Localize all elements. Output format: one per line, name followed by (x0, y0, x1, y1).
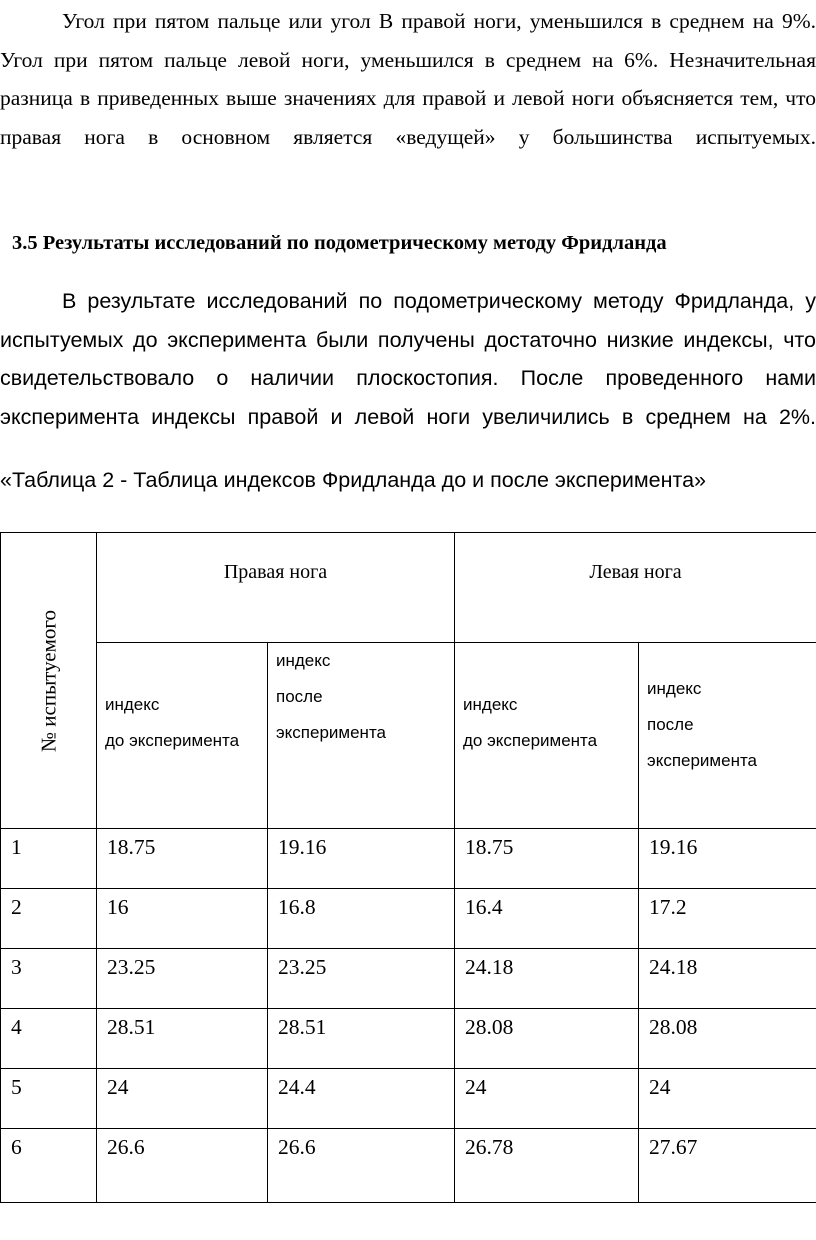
cell-subject-number: 2 (1, 889, 97, 949)
cell-left-before: 24.18 (455, 949, 639, 1009)
cell-subject-number: 6 (1, 1129, 97, 1203)
cell-right-before: 28.51 (97, 1009, 268, 1069)
table-caption: «Таблица 2 - Таблица индексов Фридланда до и после эксперимента» (0, 468, 707, 492)
cell-right-before: 18.75 (97, 829, 268, 889)
table-row (1, 1069, 816, 1129)
header-right-after-line2: после (276, 687, 323, 706)
table-row (1, 829, 816, 889)
cell-subject-number: 5 (1, 1069, 97, 1129)
cell-right-after: 23.25 (268, 949, 455, 1009)
header-subject-number-label: № испытуемого (36, 609, 60, 752)
cell-right-before: 16 (97, 889, 268, 949)
cell-right-before: 26.6 (97, 1129, 268, 1203)
paragraph-fridland-text: В результате исследований по подометрическому методу Фридланда, у испытуемых до эксперимента были получены достаточно низкие индексы, что свидетельствовало о наличии плоскостопия. После проведенного нами эксперимента индексы правой и левой ноги увеличились в среднем на 2%. (0, 289, 816, 429)
cell-right-after: 24.4 (268, 1069, 455, 1129)
header-left-before-line1: индекс (463, 695, 518, 714)
section-heading: 3.5 Результаты исследований по подометрическому методу Фридланда (12, 232, 667, 254)
cell-right-after: 26.6 (268, 1129, 455, 1203)
header-right-before-line2: до эксперимента (105, 731, 240, 750)
table-row (1, 1009, 816, 1069)
header-right-after (268, 643, 455, 829)
cell-left-after: 24 (639, 1069, 816, 1129)
cell-right-after: 19.16 (268, 829, 455, 889)
header-right-after-line1: индекс (276, 651, 331, 670)
cell-left-before: 26.78 (455, 1129, 639, 1203)
header-left-foot: Левая нога (455, 533, 816, 643)
cell-subject-number: 4 (1, 1009, 97, 1069)
header-right-before-line1: индекс (105, 695, 160, 714)
header-left-after-line3: эксперимента (647, 751, 758, 770)
cell-left-after: 17.2 (639, 889, 816, 949)
cell-left-after: 28.08 (639, 1009, 816, 1069)
cell-right-after: 28.51 (268, 1009, 455, 1069)
header-right-foot: Правая нога (97, 533, 455, 643)
paragraph-angle-results (0, 2, 816, 196)
header-left-before (455, 643, 639, 829)
paragraph-fridland-results (0, 282, 816, 442)
cell-left-before: 28.08 (455, 1009, 639, 1069)
table-header-row-groups (1, 533, 816, 643)
cell-left-after: 19.16 (639, 829, 816, 889)
cell-left-before: 16.4 (455, 889, 639, 949)
cell-left-before: 24 (455, 1069, 639, 1129)
fridland-index-table (0, 532, 816, 1203)
table-row (1, 949, 816, 1009)
header-right-after-line3: эксперимента (276, 723, 386, 742)
cell-left-after: 24.18 (639, 949, 816, 1009)
header-right-before (97, 643, 268, 829)
header-left-after-line1: индекс (647, 679, 702, 698)
header-left-after (639, 643, 816, 829)
table-row (1, 1129, 816, 1203)
table-row (1, 889, 816, 949)
cell-left-before: 18.75 (455, 829, 639, 889)
header-left-after-line2: после (647, 715, 694, 734)
cell-subject-number: 1 (1, 829, 97, 889)
header-subject-number (1, 533, 97, 829)
cell-subject-number: 3 (1, 949, 97, 1009)
table-header-row-sub (1, 643, 816, 829)
cell-right-before: 23.25 (97, 949, 268, 1009)
paragraph-angle-text: Угол при пятом пальце или угол В правой ноги, уменьшился в среднем на 9%. Угол при пятом пальце левой ноги, уменьшился в среднем на 6%. Незначительная разница в приведенных выше значениях для правой и левой ноги объясняется тем, что правая нога в основном является «ведущей» у большинства испытуемых. (0, 9, 816, 149)
cell-left-after: 27.67 (639, 1129, 816, 1203)
cell-right-before: 24 (97, 1069, 268, 1129)
header-left-before-line2: до эксперимента (463, 731, 598, 750)
cell-right-after: 16.8 (268, 889, 455, 949)
